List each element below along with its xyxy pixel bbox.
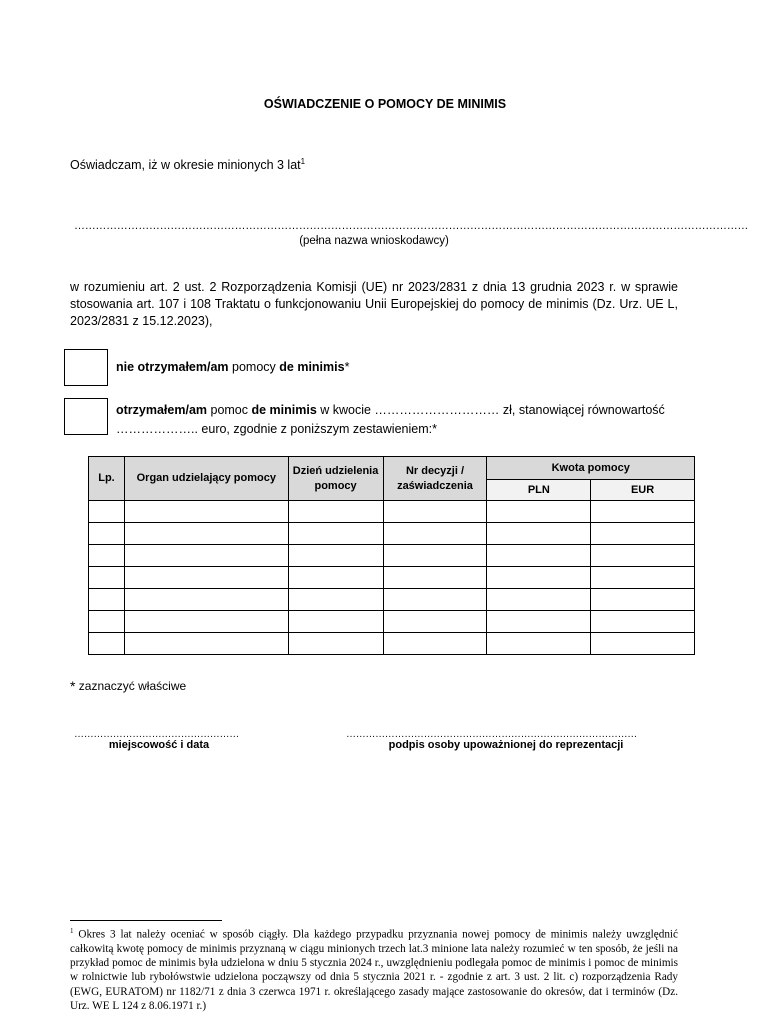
option1-bold-text: nie otrzymałem/am — [116, 360, 229, 374]
header-decision: Nr decyzji / zaświadczenia — [383, 457, 487, 501]
table-row — [89, 633, 695, 655]
signature-label: podpis osoby upoważnionej do reprezentacji — [388, 739, 624, 751]
table-row — [89, 567, 695, 589]
footnote-text: Okres 3 lat należy oceniać w sposób ciągły. Dla każdego przypadku przyznania nowej pomocy de minimis należy uwzględnić całkowitą kwotę pomocy de minimis przyznaną w ciągu minionych trzech lat.3 minione lata należy rozumieć w ten sposób, że jeśli na przykład pomoc de minimis była udzielona w dniu 5 stycznia 2024 r., uwzględnieniu podlegała pomoc de minimis i pomoc de minimis w rolnictwie lub rybołówstwie udzielona począwszy od dnia 5 stycznia 2021 r. - zgodnie z art. 3 ust. 2 lit. c) rozporządzenia Rady (EWG, EURATOM) nr 1182/71 z dnia 3 czerwca 1971 r. określającego zasady mające zastosowanie do okresów, dat i terminów (Dz. Urz. WE L 124 z 8.06.1971 r.) — [70, 928, 678, 1012]
option1-star: * — [344, 360, 350, 374]
applicant-name-field[interactable]: ……………………………………………………………………………………………………………………………………………………………………… — [74, 220, 749, 232]
table-cell[interactable] — [487, 589, 591, 611]
table-cell[interactable] — [383, 589, 487, 611]
option1-text: pomocy — [228, 360, 280, 374]
table-cell[interactable] — [487, 567, 591, 589]
table-cell[interactable] — [89, 611, 125, 633]
received-option-label — [116, 401, 676, 439]
footnote — [70, 924, 678, 1013]
header-date: Dzień udzielenia pomocy — [288, 457, 383, 501]
table-cell[interactable] — [383, 611, 487, 633]
table-cell[interactable] — [89, 501, 125, 523]
not-received-checkbox[interactable] — [64, 349, 108, 386]
table-cell[interactable] — [288, 545, 383, 567]
note-star: * — [70, 678, 76, 694]
received-checkbox[interactable] — [64, 398, 108, 435]
table-cell[interactable] — [487, 611, 591, 633]
table-cell[interactable] — [124, 501, 288, 523]
option1-de-minimis: de minimis — [279, 360, 345, 374]
table-cell[interactable] — [487, 523, 591, 545]
table-cell[interactable] — [288, 523, 383, 545]
header-amount: Kwota pomocy — [487, 457, 695, 480]
table-cell[interactable] — [288, 501, 383, 523]
table-cell[interactable] — [124, 633, 288, 655]
table-cell[interactable] — [591, 501, 695, 523]
table-cell[interactable] — [383, 501, 487, 523]
table-cell[interactable] — [124, 611, 288, 633]
table-cell[interactable] — [288, 589, 383, 611]
regulation-paragraph: w rozumieniu art. 2 ust. 2 Rozporządzenia Komisji (UE) nr 2023/2831 z dnia 13 grudnia 2023 r. w sprawie stosowania art. 107 i 108 Traktatu o funkcjonowaniu Unii Europejskiej do pomocy de minimis (Dz. Urz. UE L, 2023/2831 z 15.12.2023), — [70, 280, 678, 328]
table-cell[interactable] — [383, 633, 487, 655]
signature-field[interactable]: ……………………………………………………………………………… — [346, 729, 638, 740]
header-organ: Organ udzielający pomocy — [124, 457, 288, 501]
header-lp: Lp. — [89, 457, 125, 501]
selection-note — [70, 678, 186, 694]
table-cell[interactable] — [89, 567, 125, 589]
table-cell[interactable] — [89, 545, 125, 567]
option2-bold-text: otrzymałem/am — [116, 403, 208, 417]
place-date-field[interactable]: …………………………………………… — [74, 729, 239, 740]
footnote-number: 1 — [70, 927, 74, 935]
table-cell[interactable] — [89, 523, 125, 545]
table-cell[interactable] — [383, 523, 487, 545]
table-row — [89, 589, 695, 611]
table-cell[interactable] — [487, 545, 591, 567]
intro-statement — [70, 157, 305, 172]
table-cell[interactable] — [591, 523, 695, 545]
table-cell[interactable] — [383, 545, 487, 567]
table-cell[interactable] — [288, 611, 383, 633]
table-row — [89, 611, 695, 633]
aid-summary-table — [88, 456, 695, 655]
table-cell[interactable] — [591, 589, 695, 611]
not-received-option-label — [116, 360, 349, 374]
table-cell[interactable] — [124, 567, 288, 589]
option2-amount-text: w kwocie ………………………… zł, stanowiącej równowartość ……………….. euro, zgodnie z poniższym zestawieniem:* — [116, 403, 665, 436]
table-cell[interactable] — [591, 567, 695, 589]
page-title: OŚWIADCZENIE O POMOCY DE MINIMIS — [263, 97, 507, 111]
table-row — [89, 545, 695, 567]
table-cell[interactable] — [89, 589, 125, 611]
table-row — [89, 523, 695, 545]
table-cell[interactable] — [288, 567, 383, 589]
footnote-reference: 1 — [300, 157, 306, 166]
table-cell[interactable] — [591, 633, 695, 655]
table-cell[interactable] — [288, 633, 383, 655]
table-row — [89, 501, 695, 523]
table-cell[interactable] — [591, 545, 695, 567]
table-cell[interactable] — [124, 545, 288, 567]
table-cell[interactable] — [124, 589, 288, 611]
option2-text: pomoc — [207, 403, 252, 417]
note-text: zaznaczyć właściwe — [75, 679, 187, 693]
header-pln: PLN — [487, 480, 591, 501]
table-cell[interactable] — [591, 611, 695, 633]
table-cell[interactable] — [487, 501, 591, 523]
intro-text: Oświadczam, iż w okresie minionych 3 lat — [70, 158, 301, 173]
place-date-label: miejscowość i data — [108, 739, 210, 751]
table-cell[interactable] — [89, 633, 125, 655]
option2-de-minimis: de minimis — [251, 403, 317, 417]
table-cell[interactable] — [487, 633, 591, 655]
header-eur: EUR — [591, 480, 695, 501]
table-cell[interactable] — [124, 523, 288, 545]
table-cell[interactable] — [383, 567, 487, 589]
footnote-separator — [70, 920, 222, 921]
applicant-name-caption: (pełna nazwa wnioskodawcy) — [299, 235, 449, 247]
